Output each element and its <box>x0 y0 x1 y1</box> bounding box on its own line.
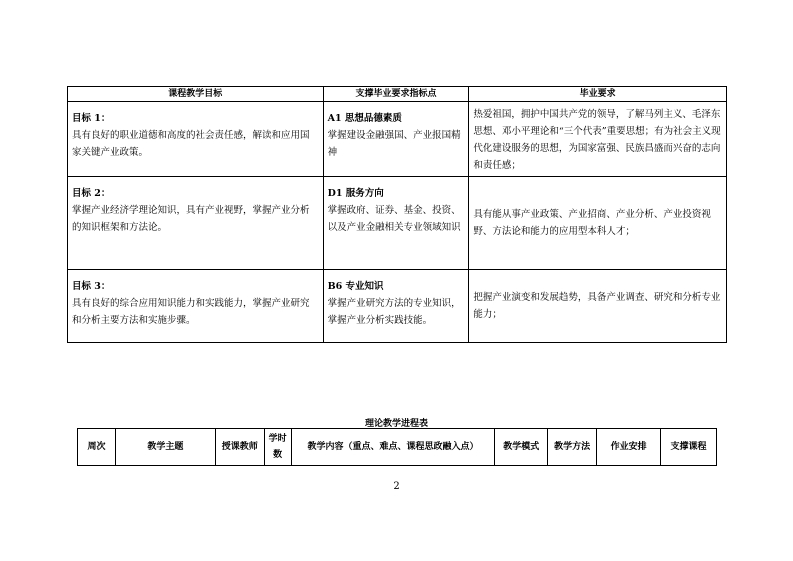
course-goals-table <box>67 86 727 343</box>
indicator-cell <box>323 102 469 177</box>
header-support-course: 支撑课程 <box>661 429 717 466</box>
schedule-title: 理论教学进程表 <box>364 419 428 429</box>
requirement-cell: 具有能从事产业政策、产业招商、产业分析、产业投资视野、方法论和能力的应用型本科人才； <box>469 177 727 270</box>
goal-label: 目标 3： <box>72 281 111 292</box>
goal-text: 具有良好的综合应用知识能力和实践能力，掌握产业研究和分析主要方法和实施步骤。 <box>72 298 310 326</box>
indicator-cell <box>323 270 469 343</box>
indicator-label: D1 服务方向 <box>327 188 384 199</box>
indicator-text: 掌握建设金融强国、产业报国精神 <box>327 130 461 158</box>
header-indicator: 支撑毕业要求指标点 <box>323 87 469 102</box>
schedule-table <box>77 428 717 466</box>
header-teacher: 授课教师 <box>215 429 264 466</box>
goal-cell <box>68 177 324 270</box>
goal-label: 目标 1： <box>72 113 111 124</box>
table-row <box>68 270 727 343</box>
goal-text: 具有良好的职业道德和高度的社会责任感，解读和应用国家关键产业政策。 <box>72 130 310 158</box>
page-number: 2 <box>393 481 400 492</box>
requirement-cell: 把握产业演变和发展趋势，具备产业调查、研究和分析专业能力； <box>469 270 727 343</box>
table-row <box>68 177 727 270</box>
header-hours: 学时数 <box>264 429 291 466</box>
header-topic: 教学主题 <box>115 429 215 466</box>
goal-text: 掌握产业经济学理论知识，具有产业视野，掌握产业分析的知识框架和方法论。 <box>72 205 310 233</box>
header-assignment: 作业安排 <box>597 429 661 466</box>
goal-cell <box>68 102 324 177</box>
header-week: 周次 <box>78 429 116 466</box>
indicator-cell <box>323 177 469 270</box>
header-mode: 教学模式 <box>495 429 548 466</box>
schedule-header-row <box>78 429 717 466</box>
header-graduation-requirement: 毕业要求 <box>469 87 727 102</box>
goal-cell <box>68 270 324 343</box>
header-course-goal: 课程教学目标 <box>68 87 324 102</box>
requirement-cell: 热爱祖国，拥护中国共产党的领导，了解马列主义、毛泽东思想、邓小平理论和“三个代表”重要思想；有为社会主义现代化建设服务的思想，为国家富强、民族昌盛而兴奋的志向和责任感； <box>469 102 727 177</box>
indicator-text: 掌握产业研究方法的专业知识，掌握产业分析实践技能。 <box>327 298 461 326</box>
goal-label: 目标 2： <box>72 188 111 199</box>
indicator-text: 掌握政府、证券、基金、投资、以及产业金融相关专业领域知识 <box>327 205 461 233</box>
table-row <box>68 102 727 177</box>
table-header-row <box>68 87 727 102</box>
header-content: 教学内容（重点、难点、课程思政融入点） <box>291 429 495 466</box>
indicator-label: A1 思想品德素质 <box>327 113 402 124</box>
header-method: 教学方法 <box>548 429 597 466</box>
indicator-label: B6 专业知识 <box>327 281 384 292</box>
